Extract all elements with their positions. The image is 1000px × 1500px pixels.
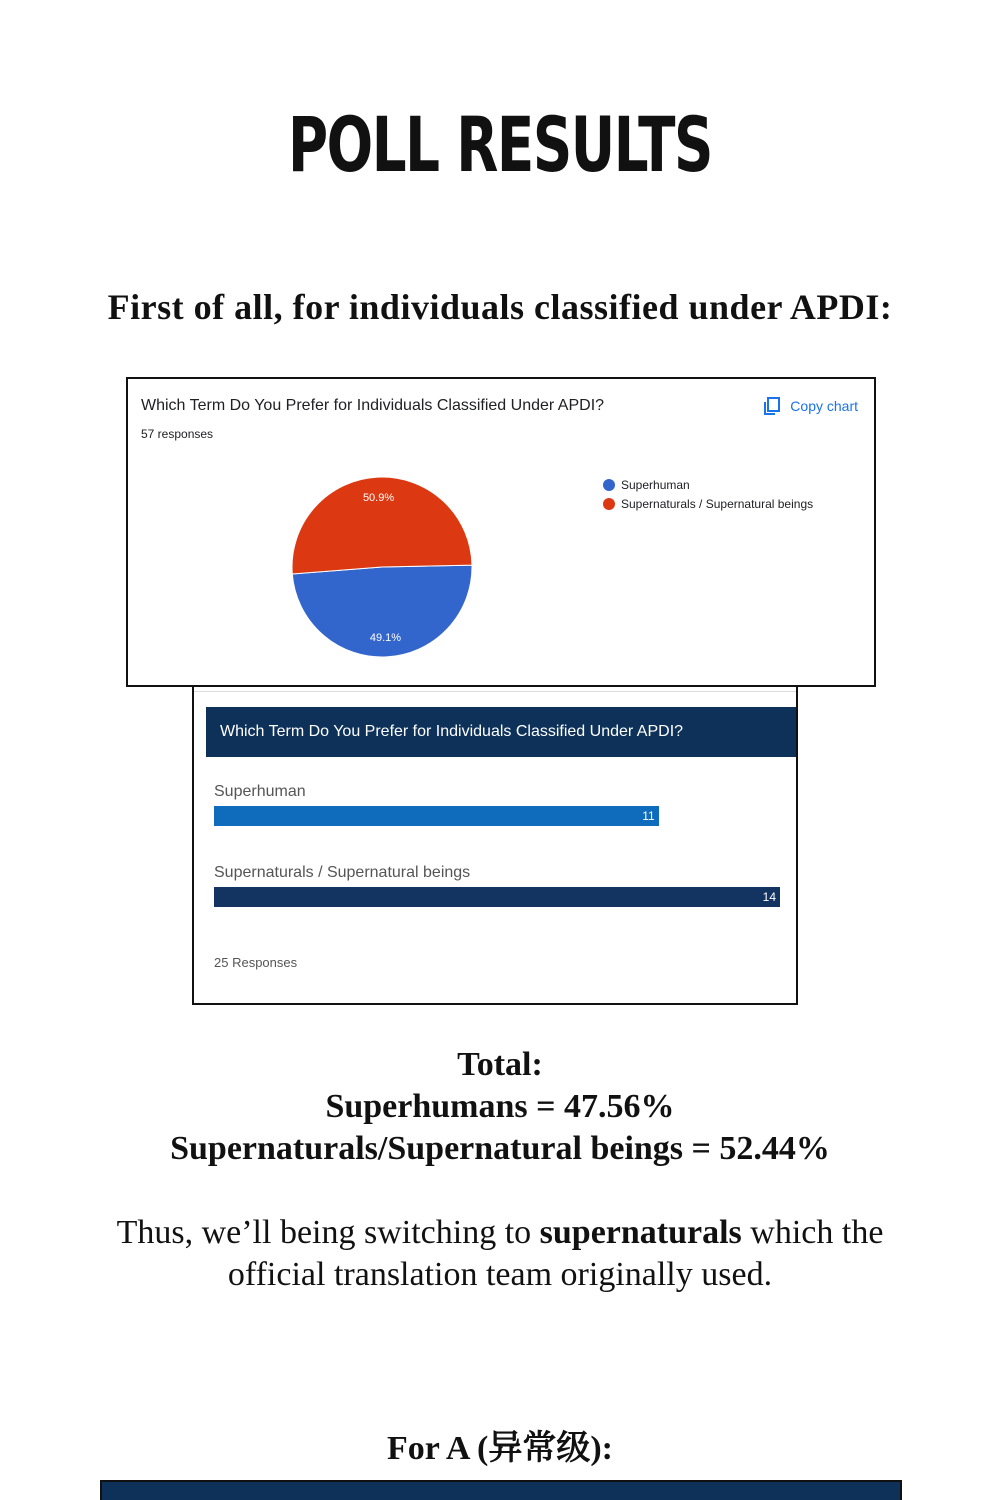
bar-supernatural [214, 887, 780, 907]
conclusion-part1: Thus, we’ll being switching to [116, 1214, 540, 1251]
bar-value-label: 11 [642, 809, 655, 823]
bar-value-label: 14 [762, 890, 776, 904]
bar-label-supernatural: Supernaturals / Supernatural beings [214, 864, 471, 881]
divider [194, 691, 796, 692]
legend-item-superhuman[interactable] [603, 475, 813, 494]
legend-dot-supernatural [603, 498, 615, 510]
legend-label: Superhuman [621, 477, 690, 492]
totals-superhumans: Superhumans = 47.56% [325, 1088, 675, 1125]
pie-data-label: 50.9% [362, 491, 395, 504]
bar-label-superhuman: Superhuman [214, 783, 306, 800]
intro-heading: First of all, for individuals classified under APDI: [107, 287, 893, 327]
ms-form-chart-card [192, 687, 798, 1005]
legend-item-supernatural[interactable] [603, 494, 813, 513]
google-form-chart-card [126, 377, 876, 687]
conclusion-text [100, 1212, 900, 1296]
legend-label: Supernaturals / Supernatural beings [621, 496, 814, 511]
pie-legend [603, 475, 813, 513]
copy-chart-label: Copy chart [790, 398, 858, 414]
pie-chart [128, 379, 874, 685]
legend-dot-superhuman [603, 479, 615, 491]
totals-heading: Total: [457, 1046, 543, 1083]
bar-superhuman [214, 806, 659, 826]
page-title: POLL RESULTS [287, 100, 713, 189]
conclusion-part2: which the official translation team originally used. [227, 1214, 884, 1293]
conclusion-bold: supernaturals [539, 1214, 742, 1251]
ms-response-count: 25 Responses [214, 955, 298, 970]
totals-block [60, 1044, 940, 1170]
ms-question: Which Term Do You Prefer for Individuals Classified Under APDI? [220, 723, 684, 740]
pie-data-label: 49.1% [369, 632, 402, 645]
totals-supernaturals: Supernaturals/Supernatural beings = 52.44% [170, 1130, 830, 1167]
next-chart-header-strip [100, 1480, 902, 1500]
chart-question: Which Term Do You Prefer for Individuals Classified Under APDI? [141, 397, 605, 414]
response-count: 57 responses [141, 427, 214, 441]
ms-question-header [206, 707, 796, 757]
section-heading-a: For A (异常级): [386, 1430, 613, 1467]
